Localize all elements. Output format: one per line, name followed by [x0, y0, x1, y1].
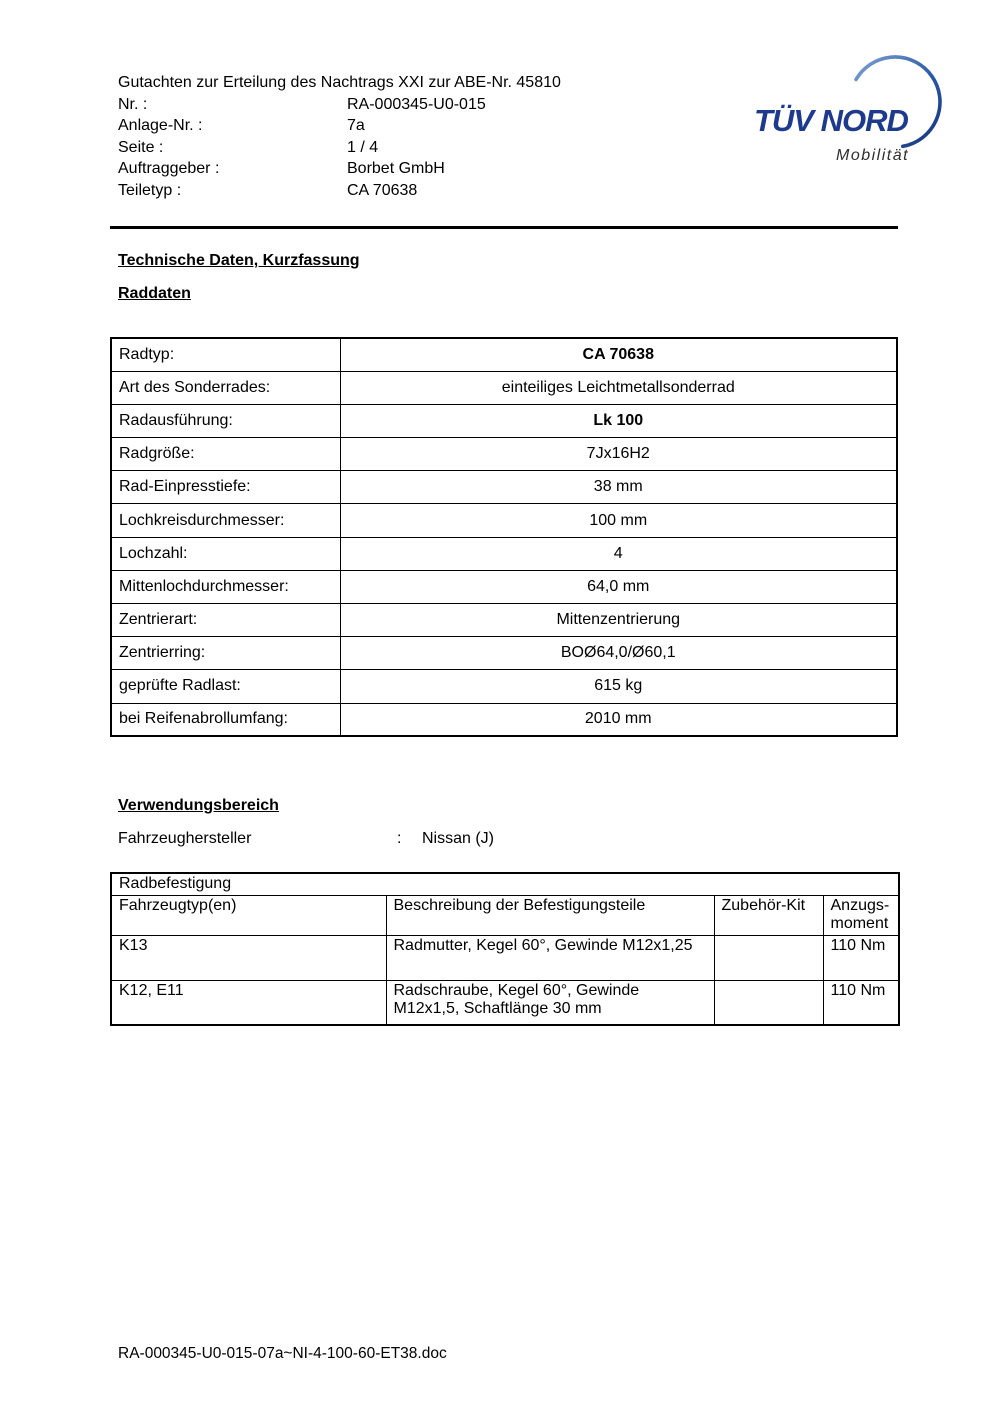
radbefestigung-caption: Radbefestigung	[111, 873, 899, 895]
raddaten-row	[111, 604, 897, 637]
header-field-row	[118, 158, 678, 180]
cell-fahrzeugtyp: K12, E11	[111, 980, 386, 1025]
raddaten-label: Art des Sonderrades:	[111, 371, 340, 404]
col-header-fahrzeugtyp: Fahrzeugtyp(en)	[111, 895, 386, 935]
raddaten-row	[111, 537, 897, 570]
header-field-row	[118, 180, 678, 202]
raddaten-label: Radgröße:	[111, 438, 340, 471]
header-field-row	[118, 94, 678, 116]
heading-technische-daten: Technische Daten, Kurzfassung	[118, 252, 360, 269]
fahrzeughersteller-colon: :	[397, 830, 402, 847]
raddaten-value: 615 kg	[340, 670, 897, 703]
heading-raddaten: Raddaten	[118, 285, 191, 302]
header-field-row	[118, 115, 678, 137]
fahrzeughersteller-value: Nissan (J)	[422, 830, 495, 847]
raddaten-label: Zentrierring:	[111, 637, 340, 670]
raddaten-value: CA 70638	[340, 338, 897, 371]
cell-zubehoer	[714, 980, 823, 1025]
raddaten-row	[111, 438, 897, 471]
raddaten-value: 4	[340, 537, 897, 570]
raddaten-value: Mittenzentrierung	[340, 604, 897, 637]
radbefestigung-header-row	[111, 895, 899, 935]
radbefestigung-data-row	[111, 935, 899, 980]
fahrzeughersteller-label: Fahrzeughersteller	[118, 830, 252, 847]
raddaten-row	[111, 471, 897, 504]
raddaten-row	[111, 703, 897, 736]
document-header	[118, 72, 678, 201]
raddaten-value: 100 mm	[340, 504, 897, 537]
cell-zubehoer	[714, 935, 823, 980]
raddaten-value: 7Jx16H2	[340, 438, 897, 471]
header-divider-rule	[110, 226, 898, 229]
heading-verwendungsbereich: Verwendungsbereich	[118, 797, 279, 814]
header-field-label: Teiletyp :	[118, 181, 182, 199]
cell-beschreibung: Radschraube, Kegel 60°, Gewinde M12x1,5, Schaftlänge 30 mm	[386, 980, 714, 1025]
raddaten-label: Mittenlochdurchmesser:	[111, 570, 340, 603]
document-title: Gutachten zur Erteilung des Nachtrags XXI zur ABE-Nr. 45810	[118, 74, 561, 91]
raddaten-value: 38 mm	[340, 471, 897, 504]
cell-anzugsmoment: 110 Nm	[823, 935, 899, 980]
header-field-label: Anlage-Nr. :	[118, 117, 203, 134]
raddaten-row	[111, 504, 897, 537]
cell-anzugsmoment: 110 Nm	[823, 980, 899, 1025]
raddaten-label: Radausführung:	[111, 404, 340, 437]
raddaten-label: Lochkreisdurchmesser:	[111, 504, 340, 537]
radbefestigung-data-row	[111, 980, 899, 1025]
raddaten-row	[111, 637, 897, 670]
raddaten-label: Zentrierart:	[111, 604, 340, 637]
fahrzeughersteller-row	[118, 830, 494, 848]
header-field-value: RA-000345-U0-015	[347, 95, 486, 113]
header-field-value: Borbet GmbH	[347, 160, 445, 177]
raddaten-row	[111, 338, 897, 371]
raddaten-label: bei Reifenabrollumfang:	[111, 703, 340, 736]
cell-beschreibung: Radmutter, Kegel 60°, Gewinde M12x1,25	[386, 935, 714, 980]
raddaten-label: geprüfte Radlast:	[111, 670, 340, 703]
raddaten-label: Rad-Einpresstiefe:	[111, 471, 340, 504]
raddaten-row	[111, 570, 897, 603]
raddaten-value: Lk 100	[340, 404, 897, 437]
tuv-nord-logo	[740, 45, 955, 177]
header-field-label: Nr. :	[118, 95, 148, 113]
cell-fahrzeugtyp: K13	[111, 935, 386, 980]
raddaten-value: BOØ64,0/Ø60,1	[340, 637, 897, 670]
raddaten-label: Radtyp:	[111, 338, 340, 371]
footer-filename: RA-000345-U0-015-07a~NI-4-100-60-ET38.doc	[118, 1345, 447, 1362]
header-field-row	[118, 137, 678, 159]
raddaten-row	[111, 670, 897, 703]
col-header-anzugsmoment: Anzugs-moment	[823, 895, 899, 935]
header-field-label: Seite :	[118, 138, 164, 156]
raddaten-value: 64,0 mm	[340, 570, 897, 603]
raddaten-value: 2010 mm	[340, 703, 897, 736]
raddaten-label: Lochzahl:	[111, 537, 340, 570]
raddaten-table	[110, 337, 898, 737]
header-field-value: 1 / 4	[347, 138, 379, 156]
header-field-label: Auftraggeber :	[118, 160, 220, 177]
header-field-value: 7a	[347, 117, 365, 134]
logo-wordmark: TÜV NORD	[754, 103, 908, 138]
logo-tagline: Mobilität	[836, 147, 910, 164]
header-field-value: CA 70638	[347, 181, 418, 199]
col-header-zubehoer-kit: Zubehör-Kit	[714, 895, 823, 935]
radbefestigung-caption-row	[111, 873, 899, 895]
col-header-beschreibung: Beschreibung der Befestigungsteile	[386, 895, 714, 935]
raddaten-row	[111, 404, 897, 437]
radbefestigung-table	[110, 872, 900, 1026]
raddaten-row	[111, 371, 897, 404]
raddaten-value: einteiliges Leichtmetallsonderrad	[340, 371, 897, 404]
